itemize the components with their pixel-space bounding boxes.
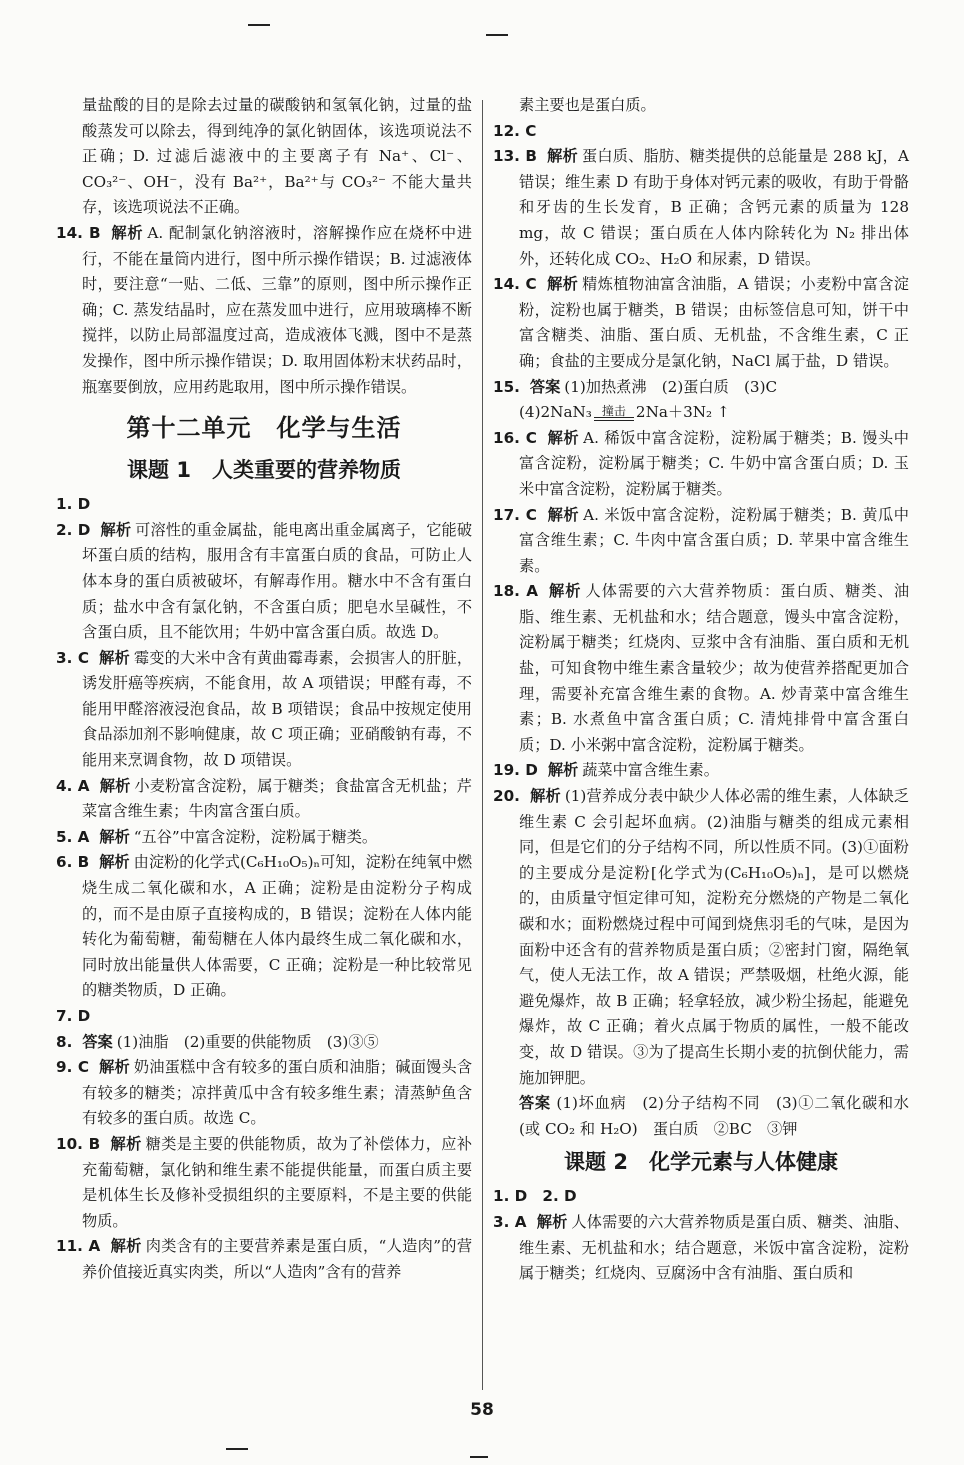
item-text: 糖类是主要的供能物质，故为了补偿体力，应补充葡萄糖，氯化钠和维生素不能提供能量，而蛋白质主要是机体生长及修补受损组织的主要原料，不是主要的供能物质。 xyxy=(82,1134,472,1230)
item-number: 2. D xyxy=(56,520,91,539)
item-text: 人体需要的六大营养物质：蛋白质、糖类、油脂、维生素、无机盐和水；结合题意，馒头中富含淀粉，淀粉属于糖类；红烧肉、豆浆中含有油脂、蛋白质和无机盐，可知食物中维生素含量较少；故为使营养搭配更加合理，需要补充富含维生素的食物。A. 炒青菜中富含维生素；B. 水煮鱼中富含蛋白质；C. 清炖排骨中富含蛋白质；D. 小米粥中富含淀粉，淀粉属于糖类。 xyxy=(519,582,910,754)
item-number: 7. D xyxy=(56,1007,91,1025)
item-text: (1)坏血病 (2)分子结构不同 (3)①二氧化碳和水(或 CO₂ 和 H₂O) 蛋白质 ②BC ③钾 xyxy=(519,1094,909,1138)
item-number: 3. A xyxy=(493,1212,527,1231)
item-number: 4. A xyxy=(56,776,90,795)
item-text: (1)加热煮沸 (2)蛋白质 (3)C xyxy=(564,377,778,396)
item-number: 17. C xyxy=(493,505,537,524)
item-text: 人体需要的六大营养物质是蛋白质、糖类、油脂、维生素、无机盐和水；结合题意，米饭中富含淀粉，淀粉属于糖类；红烧肉、豆腐汤中含有油脂、蛋白质和 xyxy=(519,1212,909,1283)
item-label: 解析 xyxy=(99,827,130,846)
answer-item xyxy=(56,1004,472,1030)
item-label: 解析 xyxy=(548,582,582,601)
item-number: 3. C xyxy=(56,648,89,667)
paragraph-continuation: 素主要也是蛋白质。 xyxy=(519,96,656,114)
answer-item xyxy=(493,503,909,580)
item-number: 6. B xyxy=(56,853,90,872)
answer-item xyxy=(493,784,909,1091)
item-text: (1)营养成分表中缺少人体必需的维生素，人体缺乏维生素 C 会引起坏血病。(2)油脂与糖类的组成元素相同，但是它们的分子结构不同，所以性质不同。(3)①面粉的主要成分是淀粉[化学式为(C₆H₁₀O₅)ₙ]，是可以燃烧的，由质量守恒定律可知，淀粉充分燃烧的产物是二氧化碳和水；面粉燃烧过程中可闻到烧焦羽毛的气味，是因为面粉中还含有的营养物质是蛋白质；②密封门窗，隔绝氧气，使人无法工作，故 A 错误；严禁吸烟，杜绝火源，能避免爆炸，故 B 正确；轻拿轻放，减少粉尘扬起，能避免爆炸，故 C 正确；着火点属于物质的属性，一般不能改变，故 D 错误。③为了提高生长期小麦的抗倒伏能力，需施加钾肥。 xyxy=(519,787,910,1087)
item-label: 解析 xyxy=(529,787,561,806)
item-text: 由淀粉的化学式(C₆H₁₀O₅)ₙ可知，淀粉在纯氧中燃烧生成二氧化碳和水，A 正确；淀粉是由淀粉分子构成的，而不是由原子直接构成的，B 错误；淀粉在人体内能转化为葡萄糖，葡萄糖在人体内最终生成二氧化碳和水，同时放出能量供人体需要，C 正确；淀粉是一种比较常见的糖类物质，D 正确。 xyxy=(82,853,473,1000)
left-column xyxy=(56,93,472,1286)
right-column xyxy=(493,93,909,1287)
answer-item xyxy=(56,518,472,646)
item-text: “五谷”中富含淀粉，淀粉属于糖类。 xyxy=(133,827,378,846)
item-number: 15. xyxy=(493,377,520,396)
answer-item xyxy=(493,144,909,272)
item-label: 解析 xyxy=(98,648,130,667)
item-label: 答案 xyxy=(519,1094,551,1113)
item-number: 8. xyxy=(56,1032,73,1051)
item-text: 奶油蛋糕中含有较多的蛋白质和油脂；碱面馒头含有较多的糖类；凉拌黄瓜中含有较多维生素；清蒸鲈鱼含有较多的蛋白质。故选 C。 xyxy=(82,1058,473,1128)
item-label: 解析 xyxy=(110,223,144,242)
item-label: 答案 xyxy=(529,377,561,396)
item-text: A. 配制氯化钠溶液时，溶解操作应在烧杯中进行，不能在量筒内进行，图中所示操作错误；B. 过滤液体时，要注意“一贴、二低、三靠”的原则，图中所示操作正确；C. 蒸发结晶时，应在蒸发皿中进行，应用玻璃棒不断搅拌，以防止局部温度过高，造成液体飞溅，图中不是蒸发操作，图中所示操作错误；D. 取用固体粉末状药品时，瓶塞要倒放，应用药匙取用，图中所示操作错误。 xyxy=(82,223,473,396)
answer-item xyxy=(56,850,472,1004)
answer-summary xyxy=(493,1091,909,1142)
page-number: 58 xyxy=(470,1400,494,1420)
item-text: 精炼植物油富含油脂，A 错误；小麦粉中富含淀粉，淀粉也属于糖类，B 错误；由标签信息可知，饼干中富含糖类、油脂、蛋白质、无机盐，不含维生素，C 正确；食盐的主要成分是氯化钠，NaCl 属于盐，D 错误。 xyxy=(519,275,909,370)
item-number: 1. D xyxy=(56,495,91,514)
answer-item xyxy=(493,1210,909,1287)
scan-mark xyxy=(248,24,270,26)
paragraph-continuation: 量盐酸的目的是除去过量的碳酸钠和氢氧化钠，过量的盐酸蒸发可以除去，得到纯净的氯化钠固体，该选项说法不正确；D. 过滤后滤液中的主要离子有 Na⁺、Cl⁻、CO₃²⁻、OH⁻，没有 Ba²⁺，Ba²⁺与 CO₃²⁻ 不能大量共存，该选项说法不正确。 xyxy=(82,96,472,217)
item-text: A. 稀饭中富含淀粉，淀粉属于糖类；B. 馒头中富含淀粉，淀粉属于糖类；C. 牛奶中富含蛋白质；D. 玉米中富含淀粉，淀粉属于糖类。 xyxy=(519,428,909,498)
item-text: (1)油脂 (2)重要的供能物质 (3)③⑤ xyxy=(116,1032,379,1051)
item-text: 小麦粉富含淀粉，属于糖类；食盐富含无机盐；芹菜富含维生素；牛肉富含蛋白质。 xyxy=(82,776,472,821)
scan-mark xyxy=(226,1448,248,1450)
answer-item xyxy=(56,646,472,774)
answer-item xyxy=(493,272,909,374)
item-text: 肉类含有的主要营养素是蛋白质，“人造肉”的营养价值接近真实肉类，所以“人造肉”含有的营养 xyxy=(82,1237,473,1281)
scan-mark xyxy=(470,1456,488,1458)
unit-title: 第十二单元 化学与生活 xyxy=(126,414,402,443)
item-number: 16. C xyxy=(493,428,537,447)
item-text: 蔬菜中富含维生素。 xyxy=(582,761,719,780)
item-label: 解析 xyxy=(110,1237,142,1256)
item-text: 可溶性的重金属盐，能电离出重金属离子，它能破坏蛋白质的结构，服用含有丰富蛋白质的食品，可防止人体本身的蛋白质被破坏，有解毒作用。糖水中不含有蛋白质；盐水中含有氯化钠，不含蛋白质；肥皂水呈碱性，不含蛋白质，且不能饮用；牛奶中富含蛋白质。故选 D。 xyxy=(82,520,473,642)
item-number: 19. D xyxy=(493,761,538,780)
answer-item xyxy=(56,492,472,518)
item-label: 解析 xyxy=(100,520,132,539)
item-label: 解析 xyxy=(546,147,578,166)
reaction-condition: 撞击 xyxy=(594,405,634,421)
item-number: 10. B xyxy=(56,1134,101,1153)
lesson-title: 课题 2 化学元素与人体健康 xyxy=(564,1150,838,1175)
item-label: 解析 xyxy=(98,1058,130,1077)
answer-item xyxy=(493,119,909,145)
item-number: 1. D 2. D xyxy=(493,1187,577,1206)
answer-item xyxy=(493,375,909,401)
item-label: 解析 xyxy=(547,761,579,780)
item-number: 14. B xyxy=(56,223,101,242)
item-label: 解析 xyxy=(99,776,131,795)
item-label: 解析 xyxy=(546,428,580,447)
item-text: 霉变的大米中含有黄曲霉毒素，会损害人的肝脏，诱发肝癌等疾病，不能食用，故 A 项错误；甲醛有毒，不能用甲醛溶液浸泡食品，故 B 项错误；食品中按规定使用食品添加剂不影响健康，故 C 项正确；亚硝酸钠有毒，不能用来烹调食物，故 D 项错误。 xyxy=(82,648,473,770)
item-number: 13. B xyxy=(493,147,537,166)
answer-item xyxy=(56,774,472,825)
item-label: 解析 xyxy=(99,853,130,872)
answer-item xyxy=(56,1132,472,1234)
scan-mark xyxy=(486,34,508,36)
item-number: 11. A xyxy=(56,1237,101,1256)
item-number: 20. xyxy=(493,787,520,806)
answer-item xyxy=(56,825,472,851)
item-label: 答案 xyxy=(82,1032,113,1051)
item-number: 18. A xyxy=(493,582,538,601)
answer-item xyxy=(56,1030,472,1056)
item-number: 12. C xyxy=(493,121,537,140)
item-number: 14. C xyxy=(493,275,537,294)
column-divider xyxy=(482,100,483,1390)
lesson-title: 课题 1 人类重要的营养物质 xyxy=(127,458,401,483)
answer-item xyxy=(56,221,472,400)
answer-item xyxy=(493,579,909,758)
item-label: 解析 xyxy=(110,1134,142,1153)
answer-item xyxy=(493,426,909,503)
item-text: 蛋白质、脂肪、糖类提供的总能量是 288 kJ，A 错误；维生素 D 有助于身体对钙元素的吸收，有助于骨骼和牙齿的生长发育，B 正确；含钙元素的质量为 128 mg，故 C 错误；蛋白质在人体内除转化为 N₂ 排出体外，还转化成 CO₂、H₂O 和尿素，D 错误。 xyxy=(519,147,909,268)
answer-item xyxy=(493,1184,909,1210)
item-number: 5. A xyxy=(56,827,90,846)
chemical-equation: (4)2NaN₃ 撞击 2Na＋3N₂ ↑ xyxy=(519,403,730,422)
answer-item xyxy=(56,1055,472,1132)
item-label: 解析 xyxy=(536,1212,568,1231)
answer-item xyxy=(56,1234,472,1285)
item-number: 9. C xyxy=(56,1058,89,1077)
item-label: 解析 xyxy=(546,275,579,294)
item-label: 解析 xyxy=(546,505,580,524)
item-text: A. 米饭中富含淀粉，淀粉属于糖类；B. 黄瓜中富含维生素；C. 牛肉中富含蛋白质；D. 苹果中富含维生素。 xyxy=(519,505,909,575)
answer-item xyxy=(493,758,909,784)
